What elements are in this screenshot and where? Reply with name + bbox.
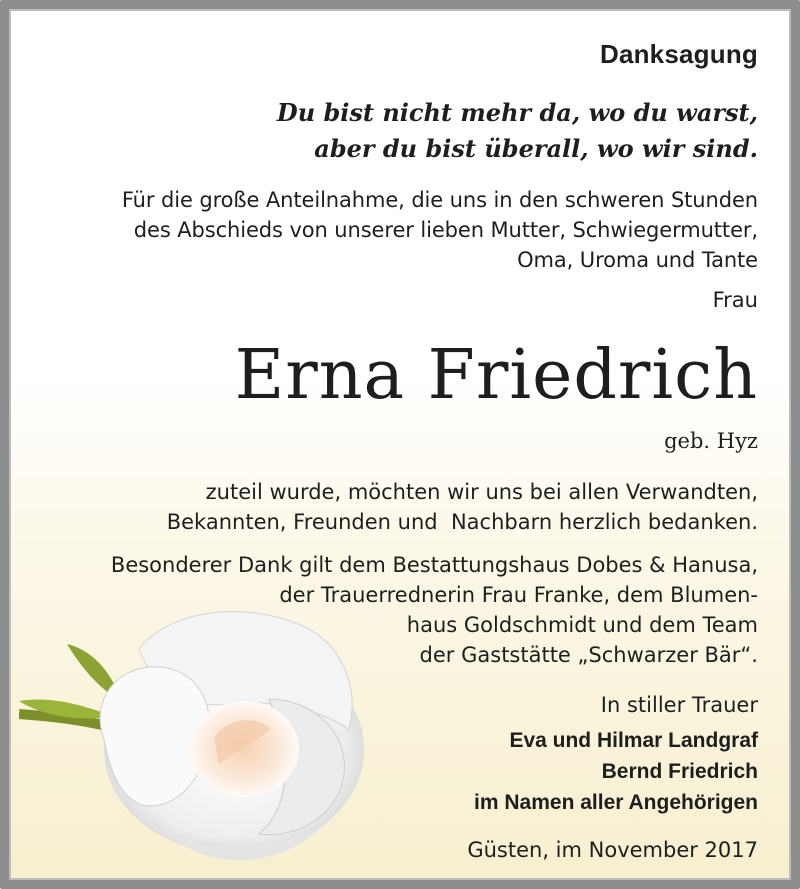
place-date: Güsten, im November 2017 bbox=[467, 838, 758, 862]
special-thanks-paragraph bbox=[111, 550, 758, 670]
signatory: Eva und Hilmar Landgraf bbox=[509, 729, 758, 752]
signatory: Bernd Friedrich bbox=[601, 760, 758, 783]
intro-line: Für die große Anteilnahme, die uns in den schweren Stunden bbox=[121, 188, 758, 212]
signatory: im Namen aller Angehörigen bbox=[474, 791, 758, 814]
motto-quote bbox=[277, 95, 758, 167]
signatories bbox=[474, 725, 758, 818]
motto-line: Du bist nicht mehr da, wo du warst, bbox=[276, 98, 758, 127]
deceased-name: Erna Friedrich bbox=[234, 336, 758, 415]
mourning-phrase: In stiller Trauer bbox=[600, 693, 758, 717]
intro-paragraph bbox=[122, 185, 758, 275]
intro-line: Oma, Uroma und Tante bbox=[517, 248, 758, 272]
salutation: Frau bbox=[712, 288, 758, 312]
intro-line: des Abschieds von unserer lieben Mutter, Schwiegermutter, bbox=[133, 218, 758, 242]
special-thanks-line: Besonderer Dank gilt dem Bestattungshaus Dobes & Hanusa, bbox=[110, 553, 758, 577]
motto-line: aber du bist überall, wo wir sind. bbox=[314, 134, 758, 163]
special-thanks-line: der Gaststätte „Schwarzer Bär“. bbox=[419, 643, 758, 667]
thanks-line: Bekannten, Freunden und Nachbarn herzlich bedanken. bbox=[166, 510, 758, 534]
thanks-paragraph bbox=[167, 477, 758, 537]
special-thanks-line: haus Goldschmidt und dem Team bbox=[406, 613, 758, 637]
birth-name: geb. Hyz bbox=[664, 429, 758, 453]
notice-heading: Danksagung bbox=[599, 39, 758, 69]
thanks-line: zuteil wurde, möchten wir uns bei allen Verwandten, bbox=[205, 480, 758, 504]
special-thanks-line: der Trauerrednerin Frau Franke, dem Blumen- bbox=[279, 583, 758, 607]
